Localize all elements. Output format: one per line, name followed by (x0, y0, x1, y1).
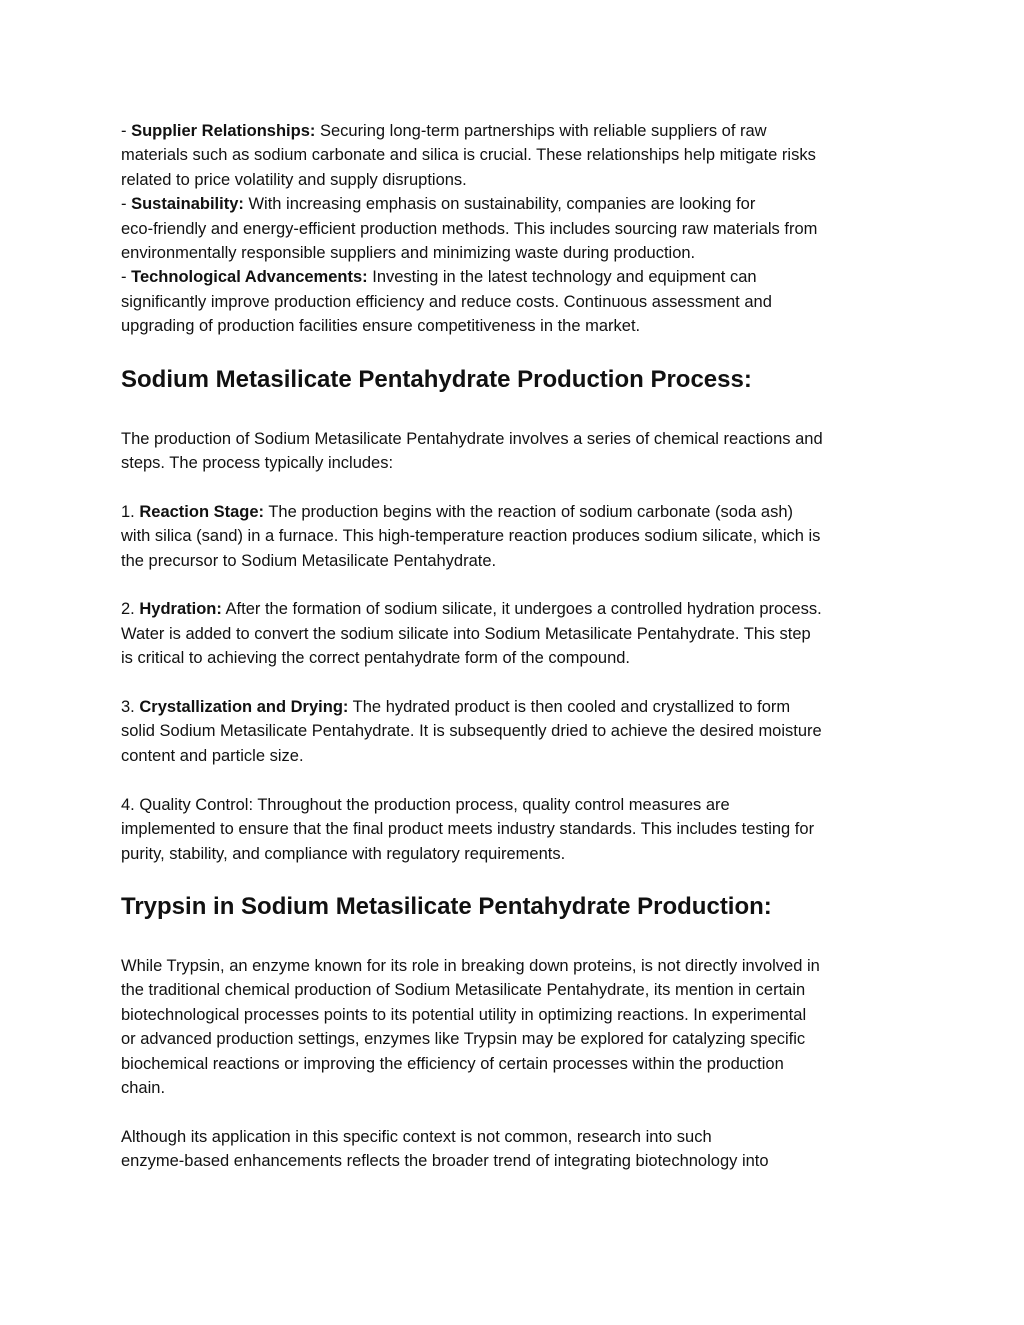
step-text: implemented to ensure that the final product meets industry standards. This includes testing for (121, 820, 815, 839)
bullet-prefix: - (121, 122, 132, 140)
paragraph (121, 1125, 911, 1174)
step-text: 4. Quality Control: Throughout the production process, quality control measures are (121, 795, 730, 814)
step-text: solid Sodium Metasilicate Pentahydrate. It is subsequently dried to achieve the desired moisture (121, 722, 822, 741)
paragraph-line: chain. (121, 1078, 166, 1097)
bullet-text: Investing in the latest technology and equipment can (367, 268, 757, 287)
step-text: with silica (sand) in a furnace. This high-temperature reaction produces sodium silicate, which is (121, 527, 821, 546)
step-text: purity, stability, and compliance with regulatory requirements. (121, 844, 566, 863)
section-heading: Trypsin in Sodium Metasilicate Pentahydrate Production: (121, 892, 772, 920)
paragraph-line: the traditional chemical production of Sodium Metasilicate Pentahydrate, its mention in certain (121, 981, 806, 1000)
step-number: 2. (121, 600, 140, 619)
intro-line: steps. The process typically includes: (121, 454, 394, 473)
bullet-list (121, 119, 911, 339)
paragraph-line: biotechnological processes points to its potential utility in optimizing reactions. In experimental (121, 1005, 807, 1024)
bullet-prefix: - (121, 268, 132, 287)
paragraph-line: biochemical reactions or improving the efficiency of certain processes within the production (121, 1054, 784, 1073)
step-number: 3. (121, 698, 140, 717)
step-text: The production begins with the reaction of sodium carbonate (soda ash) (264, 502, 793, 521)
bullet-text: With increasing emphasis on sustainability, companies are looking for (243, 195, 756, 214)
paragraph-line: While Trypsin, an enzyme known for its role in breaking down proteins, is not directly involved in (121, 956, 820, 975)
step-text: content and particle size. (121, 746, 304, 765)
process-step (121, 793, 911, 866)
bullet-label: Sustainability: (131, 195, 244, 214)
bullet-line (121, 192, 911, 216)
process-step (121, 597, 911, 670)
step-number: 1. (121, 502, 140, 521)
bullet-text: Securing long-term partnerships with reliable suppliers of raw (315, 122, 767, 140)
process-step (121, 500, 911, 573)
bullet-text: eco-friendly and energy-efficient production methods. This includes sourcing raw materials from (121, 219, 818, 238)
section-heading: Sodium Metasilicate Pentahydrate Production Process: (121, 365, 752, 393)
process-step (121, 695, 911, 768)
bullet-text: significantly improve production efficiency and reduce costs. Continuous assessment and (121, 292, 772, 311)
step-label: Reaction Stage: (139, 502, 265, 521)
step-text: After the formation of sodium silicate, it undergoes a controlled hydration process. (221, 600, 822, 619)
bullet-line (121, 119, 911, 143)
document-page (121, 119, 911, 1174)
step-text: is critical to achieving the correct pentahydrate form of the compound. (121, 649, 631, 668)
step-label: Hydration: (139, 600, 222, 619)
bullet-text: environmentally responsible suppliers and minimizing waste during production. (121, 244, 696, 263)
paragraph-line: enzyme-based enhancements reflects the broader trend of integrating biotechnology into (121, 1152, 769, 1171)
bullet-text: materials such as sodium carbonate and silica is crucial. These relationships help mitigate risks (121, 146, 816, 165)
paragraph-line: Although its application in this specific context is not common, research into such (121, 1127, 712, 1146)
section-intro (121, 427, 911, 476)
step-label: Crystallization and Drying: (139, 698, 349, 717)
bullet-label: Supplier Relationships: (131, 122, 316, 140)
bullet-prefix: - (121, 195, 132, 214)
intro-line: The production of Sodium Metasilicate Pentahydrate involves a series of chemical reactions and (121, 429, 823, 448)
bullet-text: upgrading of production facilities ensure competitiveness in the market. (121, 317, 641, 336)
bullet-line (121, 265, 911, 289)
paragraph-line: or advanced production settings, enzymes like Trypsin may be explored for catalyzing specific (121, 1030, 806, 1049)
step-text: The hydrated product is then cooled and crystallized to form (348, 698, 791, 717)
step-text: the precursor to Sodium Metasilicate Pentahydrate. (121, 551, 497, 570)
step-text: Water is added to convert the sodium silicate into Sodium Metasilicate Pentahydrate. This step (121, 624, 811, 643)
bullet-text: related to price volatility and supply disruptions. (121, 170, 467, 189)
paragraph (121, 954, 911, 1100)
bullet-label: Technological Advancements: (131, 268, 368, 287)
